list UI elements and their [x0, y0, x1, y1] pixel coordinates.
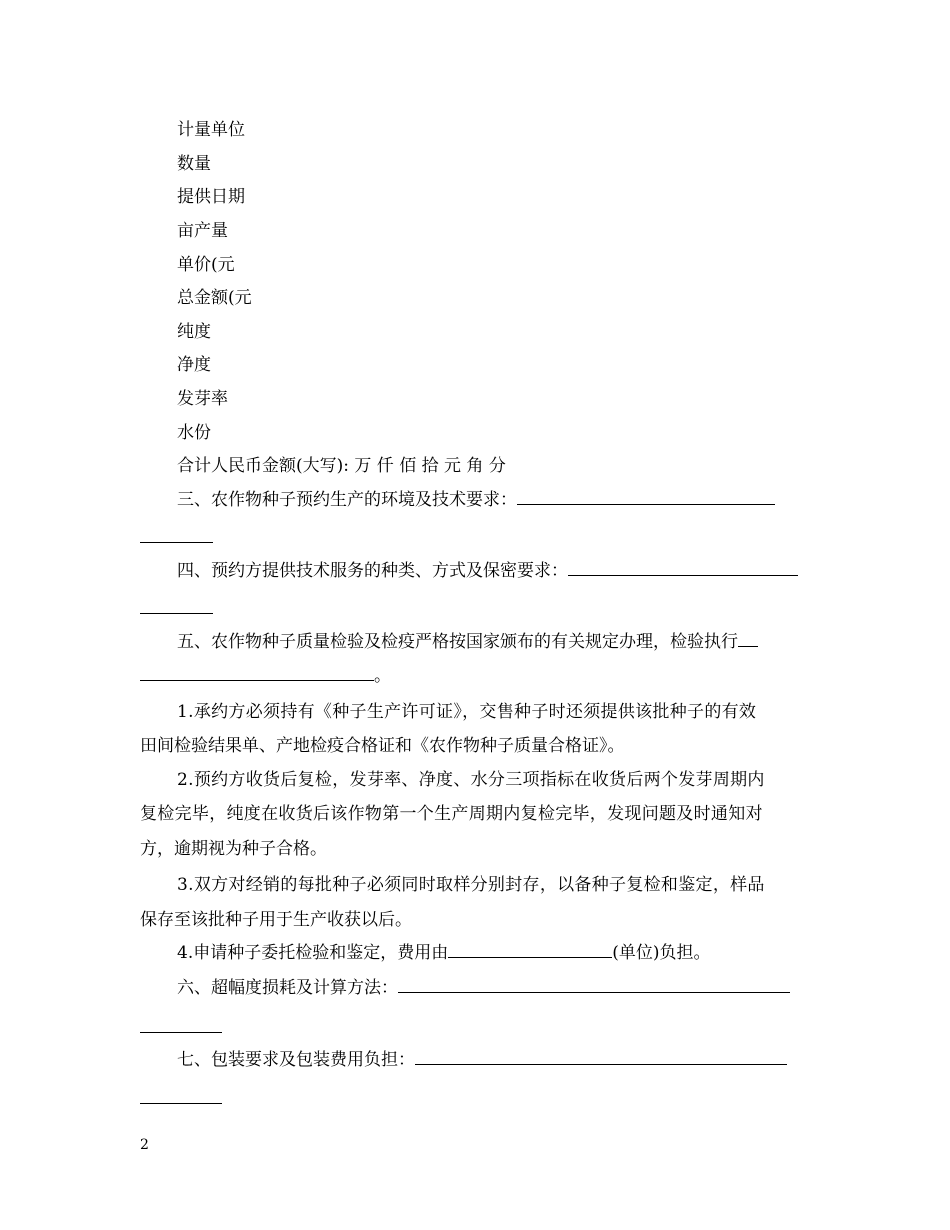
item-3-line: 保存至该批种子用于生产收获以后。	[140, 910, 412, 930]
blank-line	[140, 612, 213, 614]
blank-line	[140, 541, 213, 543]
item-4-suffix: (单位)负担。	[612, 943, 711, 963]
item-2-line: 方，逾期视为种子合格。	[140, 839, 327, 859]
field-label: 计量单位	[177, 120, 245, 140]
section-6-heading	[177, 977, 790, 999]
item-2-line: 2.预约方收货后复检，发芽率、净度、水分三项指标在收货后两个发芽周期内	[177, 770, 765, 790]
item-4-line	[177, 942, 711, 964]
blank-line	[517, 490, 775, 505]
blank-line	[448, 943, 612, 958]
item-3-line: 3.双方对经销的每批种子必须同时取样分别封存，以备种子复检和鉴定，样品	[177, 875, 765, 895]
blank-line	[140, 1031, 222, 1033]
section-5-text: 五、农作物种子质量检验及检疫严格按国家颁布的有关规定办理，检验执行	[177, 632, 738, 652]
blank-line	[738, 632, 758, 647]
field-label: 净度	[177, 355, 211, 375]
item-4-prefix: 4.申请种子委托检验和鉴定，费用由	[177, 943, 449, 963]
field-label: 亩产量	[177, 221, 228, 241]
field-label: 数量	[177, 154, 211, 174]
section-4-heading	[177, 560, 798, 582]
item-2-line: 复检完毕，纯度在收货后该作物第一个生产周期内复检完毕，发现问题及时通知对	[140, 804, 763, 824]
section-3-heading	[177, 489, 775, 511]
section-5-end: 。	[374, 666, 391, 686]
field-label: 水份	[177, 423, 211, 443]
page-number: 2	[140, 1137, 149, 1153]
total-amount-line: 合计人民币金额(大写): 万 仟 佰 拾 元 角 分	[177, 456, 506, 476]
section-7-heading	[177, 1049, 787, 1071]
field-label: 总金额(元	[177, 288, 252, 308]
blank-line	[568, 561, 798, 576]
field-label: 提供日期	[177, 187, 245, 207]
blank-line	[140, 1102, 222, 1104]
section-7-text: 七、包装要求及包装费用负担：	[177, 1050, 415, 1070]
field-label: 发芽率	[177, 389, 228, 409]
field-label: 纯度	[177, 322, 211, 342]
blank-line	[398, 978, 790, 993]
section-5-heading	[177, 631, 758, 653]
item-1-line: 1.承约方必须持有《种子生产许可证》，交售种子时还须提供该批种子的有效	[177, 702, 757, 722]
section-6-text: 六、超幅度损耗及计算方法：	[177, 978, 398, 998]
blank-line	[140, 666, 374, 681]
section-5-continuation	[140, 665, 391, 687]
section-4-text: 四、预约方提供技术服务的种类、方式及保密要求：	[177, 561, 568, 581]
section-3-text: 三、农作物种子预约生产的环境及技术要求：	[177, 490, 517, 510]
field-label: 单价(元	[177, 255, 235, 275]
blank-line	[415, 1050, 787, 1065]
item-1-line: 田间检验结果单、产地检疫合格证和《农作物种子质量合格证》。	[140, 736, 625, 756]
